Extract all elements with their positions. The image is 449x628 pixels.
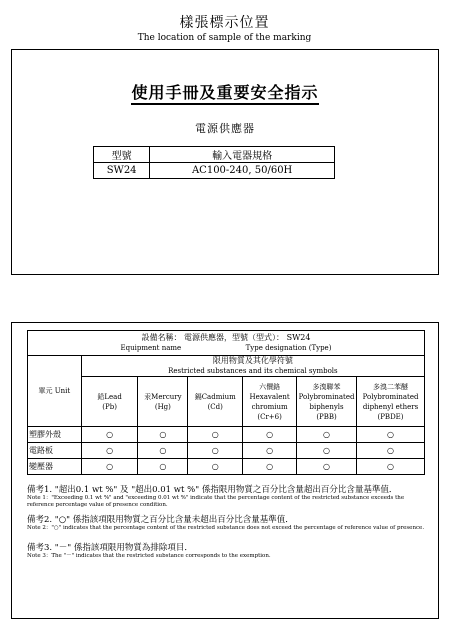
rating-value: AC100-240, 50/60H [150, 163, 335, 179]
note-3 [27, 541, 425, 560]
mark-cell: ○ [138, 427, 188, 443]
note-3-zh: 備考3. "－" 係指該項限用物質為排除項目． [27, 543, 193, 553]
note-2-en: Note 2："○" indicates that the percentage content of the restricted substance does not exceed the percentage of reference value of presence. [27, 525, 425, 531]
equipment-cell [28, 331, 425, 356]
product-name: 電源供應器 [195, 122, 255, 135]
manual-label-box [11, 49, 439, 275]
manual-heading [12, 80, 438, 103]
table-row [28, 443, 425, 459]
mark-cell: ○ [357, 443, 425, 459]
equipment-row [28, 331, 425, 356]
note-2-zh: 備考2. "○" 係指該項限用物質之百分比含量未超出百分比含量基準值． [27, 515, 294, 525]
rohs-declaration-box [11, 322, 439, 619]
mark-cell: ○ [138, 459, 188, 475]
substance-pbb: 多溴聯苯 Polybrominated biphenyls (PBB) [297, 377, 357, 427]
mark-cell: ○ [81, 443, 138, 459]
mark-cell: ○ [357, 427, 425, 443]
unit-transformer: 變壓器 [28, 459, 82, 475]
mark-cell: ○ [243, 427, 297, 443]
restricted-en: Restricted substances and its chemical symbols [168, 367, 338, 375]
mark-cell: ○ [297, 427, 357, 443]
note-2 [27, 513, 425, 532]
table-row [28, 459, 425, 475]
mark-cell: ○ [81, 427, 138, 443]
substance-table [27, 330, 425, 475]
restricted-row [28, 356, 425, 377]
mark-cell: ○ [188, 459, 243, 475]
spec-value-row [94, 163, 335, 179]
mark-cell: ○ [243, 459, 297, 475]
spec-header-row [94, 147, 335, 163]
mark-cell: ○ [138, 443, 188, 459]
mark-cell: ○ [188, 427, 243, 443]
mark-cell: ○ [357, 459, 425, 475]
substance-cadmium: 鎘Cadmium (Cd) [188, 377, 243, 427]
type-designation-en: Type designation (Type) [245, 344, 332, 352]
mark-cell: ○ [188, 443, 243, 459]
mark-cell: ○ [297, 443, 357, 459]
spec-table [93, 146, 335, 179]
manual-heading-text: 使用手冊及重要安全指示 [131, 83, 318, 105]
note-1-en: Note 1："Exceeding 0.1 wt %" and "exceeding 0.01 wt %" indicate that the percentage content of the restricted substance exceeds the reference percentage value of presence condition. [27, 495, 405, 508]
unit-circuit-board: 電路板 [28, 443, 82, 459]
model-header: 型號 [94, 147, 150, 163]
model-value: SW24 [94, 163, 150, 179]
rating-header: 輸入電器規格 [150, 147, 335, 163]
substance-chromium: 六價鉻 Hexavalent chromium (Cr+6) [243, 377, 297, 427]
restricted-zh: 限用物質及其化學符號 [212, 356, 293, 365]
mark-cell: ○ [81, 459, 138, 475]
equipment-name-en: Equipment name [120, 344, 182, 352]
unit-plastic-case: 塑膠外殼 [28, 427, 82, 443]
substance-header-row [28, 377, 425, 427]
mark-cell: ○ [243, 443, 297, 459]
equipment-line: 設備名稱： 電源供應器，型號（型式）： SW24 [141, 333, 311, 342]
note-1-zh: 備考1. "超出0.1 wt %" 及 "超出0.01 wt %" 係指限用物質之百分比含量超出百分比含量基準值． [27, 485, 398, 495]
table-row [28, 427, 425, 443]
note-1 [27, 483, 425, 509]
page-title: 樣張標示位置 [179, 15, 270, 31]
page-subtitle: The location of sample of the marking [137, 33, 312, 43]
note-3-en: Note 3：The "－" indicates that the restricted substance corresponds to the exemption. [27, 553, 271, 559]
substance-mercury: 汞Mercury (Hg) [138, 377, 188, 427]
restricted-header [81, 356, 424, 377]
substance-lead: 鉛Lead (Pb) [81, 377, 138, 427]
mark-cell: ○ [297, 459, 357, 475]
unit-header: 單元 Unit [28, 356, 82, 427]
substance-pbde: 多溴二苯醚 Polybrominated diphenyl ethers (PBDE) [357, 377, 425, 427]
